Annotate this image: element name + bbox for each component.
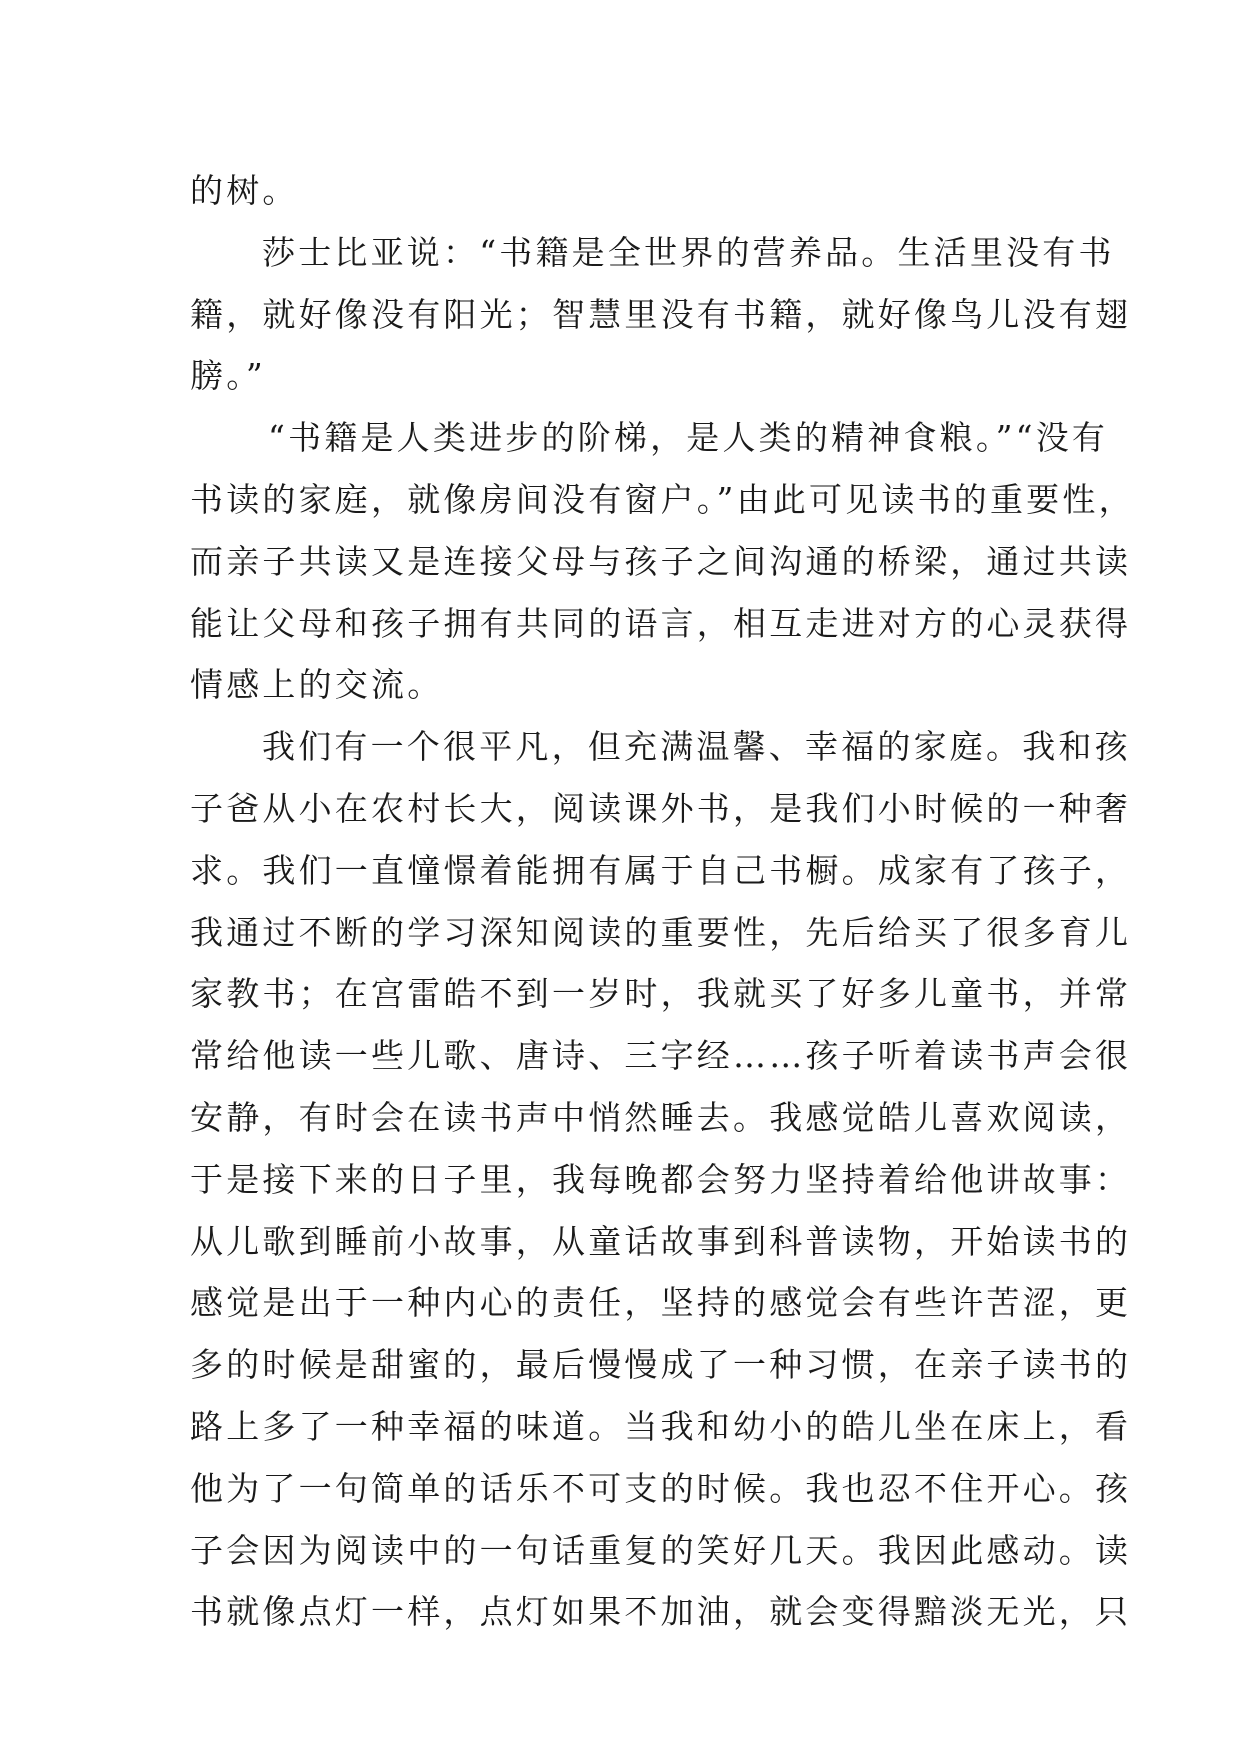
text-line: 我通过不断的学习深知阅读的重要性，先后给买了很多育儿 <box>190 912 1132 952</box>
text-line: 子会因为阅读中的一句话重复的笑好几天。我因此感动。读 <box>190 1530 1132 1570</box>
text-line: 安静，有时会在读书声中悄然睡去。我感觉皓儿喜欢阅读， <box>190 1097 1132 1137</box>
text-line: 从儿歌到睡前小故事，从童话故事到科普读物，开始读书的 <box>190 1221 1132 1261</box>
text-line: 的树。 <box>190 171 299 210</box>
body-text <box>190 160 1135 1643</box>
text-line: 路上多了一种幸福的味道。当我和幼小的皓儿坐在床上，看 <box>190 1406 1132 1446</box>
text-line: “书籍是人类进步的阶梯，是人类的精神食粮。”“没有 <box>268 418 1109 458</box>
text-line: 书就像点灯一样，点灯如果不加油，就会变得黯淡无光，只 <box>190 1592 1132 1632</box>
text-line: 多的时候是甜蜜的，最后慢慢成了一种习惯，在亲子读书的 <box>190 1345 1132 1385</box>
text-line: 子爸从小在农村长大，阅读课外书，是我们小时候的一种奢 <box>190 788 1132 828</box>
text-line: 能让父母和孩子拥有共同的语言，相互走进对方的心灵获得 <box>190 603 1132 643</box>
text-line: 他为了一句简单的话乐不可支的时候。我也忍不住开心。孩 <box>190 1468 1132 1508</box>
text-line: 求。我们一直憧憬着能拥有属于自己书橱。成家有了孩子， <box>190 850 1132 890</box>
text-line: 感觉是出于一种内心的责任，坚持的感觉会有些许苦涩，更 <box>190 1283 1132 1323</box>
text-line: 而亲子共读又是连接父母与孩子之间沟通的桥梁，通过共读 <box>190 541 1132 581</box>
text-line: 家教书；在宫雷皓不到一岁时，我就买了好多儿童书，并常 <box>190 974 1132 1014</box>
text-line: 于是接下来的日子里，我每晚都会努力坚持着给他讲故事： <box>190 1159 1132 1199</box>
text-line: 籍，就好像没有阳光；智慧里没有书籍，就好像鸟儿没有翅 <box>190 294 1132 334</box>
text-line: 莎士比亚说：“书籍是全世界的营养品。生活里没有书 <box>262 232 1115 272</box>
text-line: 常给他读一些儿歌、唐诗、三字经……孩子听着读书声会很 <box>190 1036 1132 1076</box>
text-line: 膀。” <box>190 356 266 396</box>
text-line: 书读的家庭，就像房间没有窗户。”由此可见读书的重要性， <box>190 479 1135 519</box>
text-line: 我们有一个很平凡，但充满温馨、幸福的家庭。我和孩 <box>262 727 1131 767</box>
text-line: 情感上的交流。 <box>190 665 444 705</box>
